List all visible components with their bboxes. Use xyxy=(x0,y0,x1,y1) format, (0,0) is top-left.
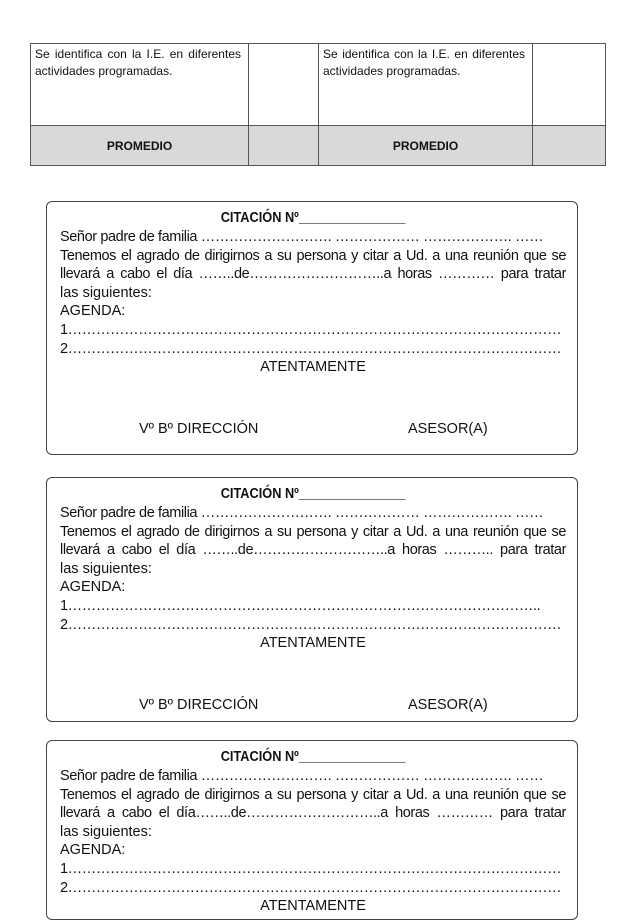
body-line: llevará a cabo el día ……..de………………………..a horas ……….. para tratar xyxy=(60,542,566,559)
signature-direccion: Vº Bº DIRECCIÓN xyxy=(139,697,259,713)
promedio-label-cell-right xyxy=(319,126,533,166)
signature-asesor: ASESOR(A) xyxy=(408,697,488,713)
parent-line: Señor padre de familia ………………………. ……………… ………………. …… xyxy=(60,229,544,245)
parent-line: Señor padre de familia ………………………. ……………… ………………. …… xyxy=(60,768,544,784)
criteria-cell-left xyxy=(31,44,249,126)
agenda-item: 1……………………………………………………………………………………….. xyxy=(60,597,541,614)
agenda-item: 1…………………………………………………………………………………………… xyxy=(60,860,562,877)
agenda-label: AGENDA: xyxy=(60,842,126,859)
closing-text: ATENTAMENTE xyxy=(260,359,366,376)
agenda-item: 2…………………………………………………………………………………………… xyxy=(60,879,562,896)
body-line: Tenemos el agrado de dirigirnos a su persona y citar a Ud. a una reunión que se xyxy=(60,786,566,803)
signature-row xyxy=(47,421,577,441)
agenda-item: 2…………………………………………………………………………………………… xyxy=(60,340,562,357)
parent-line: Señor padre de familia ………………………. ……………… ………………. …… xyxy=(60,505,544,521)
closing-text: ATENTAMENTE xyxy=(260,898,366,915)
body-line: Tenemos el agrado de dirigirnos a su persona y citar a Ud. a una reunión que se xyxy=(60,247,566,264)
criteria-text-right: Se identifica con la I.E. en diferentes actividades programadas. xyxy=(323,47,525,78)
criteria-row xyxy=(31,44,606,126)
promedio-label-left: PROMEDIO xyxy=(106,138,173,153)
body-line: llevará a cabo el día……..de………………………..a horas ………… para tratar xyxy=(60,805,566,822)
citation-card xyxy=(46,740,578,920)
body-line: Tenemos el agrado de dirigirnos a su persona y citar a Ud. a una reunión que se xyxy=(60,523,566,540)
promedio-value-cell-left[interactable] xyxy=(249,126,319,166)
body-line: las siguientes: xyxy=(60,560,152,577)
agenda-item: 2…………………………………………………………………………………………… xyxy=(60,616,562,633)
agenda-label: AGENDA: xyxy=(60,579,126,596)
score-cell-right[interactable] xyxy=(533,44,606,126)
agenda-label: AGENDA: xyxy=(60,303,126,320)
criteria-text-left: Se identifica con la I.E. en diferentes actividades programadas. xyxy=(35,47,241,78)
signature-row xyxy=(47,697,577,717)
agenda-item: 1…………………………………………………………………………………………… xyxy=(60,321,562,338)
promedio-label-right: PROMEDIO xyxy=(392,138,459,153)
closing-text: ATENTAMENTE xyxy=(260,635,366,652)
promedio-row xyxy=(31,126,606,166)
signature-asesor: ASESOR(A) xyxy=(408,421,488,437)
citation-title: CITACIÓN Nº_______________ xyxy=(220,749,406,765)
criteria-cell-right xyxy=(319,44,533,126)
promedio-label-cell-left xyxy=(31,126,249,166)
signature-direccion: Vº Bº DIRECCIÓN xyxy=(139,421,259,437)
citation-card xyxy=(46,477,578,722)
promedio-value-cell-right[interactable] xyxy=(533,126,606,166)
body-line: llevará a cabo el día ……..de………………………..a horas ………… para tratar xyxy=(60,266,566,283)
citation-title: CITACIÓN Nº_______________ xyxy=(220,210,406,226)
citation-card xyxy=(46,201,578,455)
citation-title: CITACIÓN Nº_______________ xyxy=(220,486,406,502)
body-line: las siguientes: xyxy=(60,823,152,840)
body-line: las siguientes: xyxy=(60,284,152,301)
evaluation-table xyxy=(30,43,606,166)
score-cell-left[interactable] xyxy=(249,44,319,126)
